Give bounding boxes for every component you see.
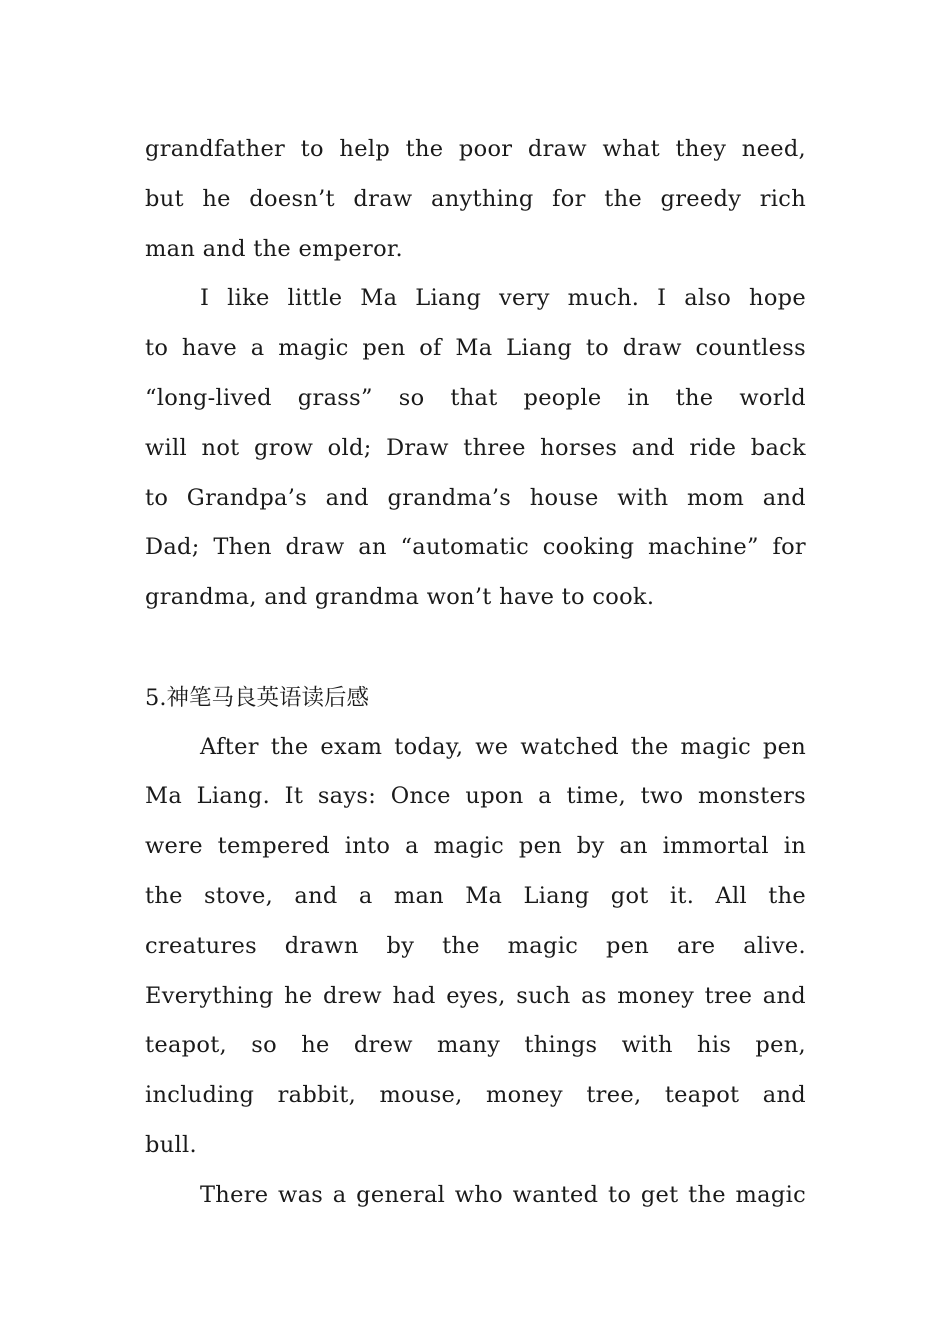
- text-line: but he doesn’t draw anything for the greedy rich: [145, 185, 806, 212]
- paragraph-continuation: [145, 125, 806, 274]
- text-line: will not grow old; Draw three horses and ride back: [145, 434, 806, 461]
- text-line: grandfather to help the poor draw what they need,: [145, 136, 806, 162]
- text-line: were tempered into a magic pen by an immortal in: [145, 833, 806, 860]
- text-line: teapot, so he drew many things with his pen,: [145, 1032, 806, 1059]
- text-line: Everything he drew had eyes, such as money tree and: [145, 982, 806, 1009]
- text-line: the stove, and a man Ma Liang got it. All the: [145, 882, 806, 909]
- text-line: grandma, and grandma won’t have to cook.: [145, 584, 655, 611]
- text-line: creatures drawn by the magic pen are alive.: [145, 932, 806, 959]
- paragraph-exam-story: [145, 723, 806, 1171]
- text-line: to Grandpa’s and grandma’s house with mom and: [145, 484, 806, 511]
- text-line: bull.: [145, 1131, 197, 1158]
- text-line: Ma Liang. It says: Once upon a time, two monsters: [145, 783, 806, 810]
- text-line: man and the emperor.: [145, 235, 403, 262]
- text-line: I like little Ma Liang very much. I also hope: [200, 285, 806, 312]
- paragraph-ma-liang-wish: [145, 274, 806, 623]
- text-line: There was a general who wanted to get the magic: [200, 1181, 806, 1208]
- text-line: including rabbit, mouse, money tree, teapot and: [145, 1082, 806, 1109]
- text-line: After the exam today, we watched the magic pen: [200, 733, 806, 760]
- text-line: “long-lived grass” so that people in the world: [145, 384, 806, 411]
- section-heading: 5.神笔马良英语读后感: [145, 685, 369, 711]
- paragraph-general: [145, 1171, 806, 1221]
- text-line: to have a magic pen of Ma Liang to draw countless: [145, 335, 806, 362]
- text-line: Dad; Then draw an “automatic cooking machine” for: [145, 534, 806, 561]
